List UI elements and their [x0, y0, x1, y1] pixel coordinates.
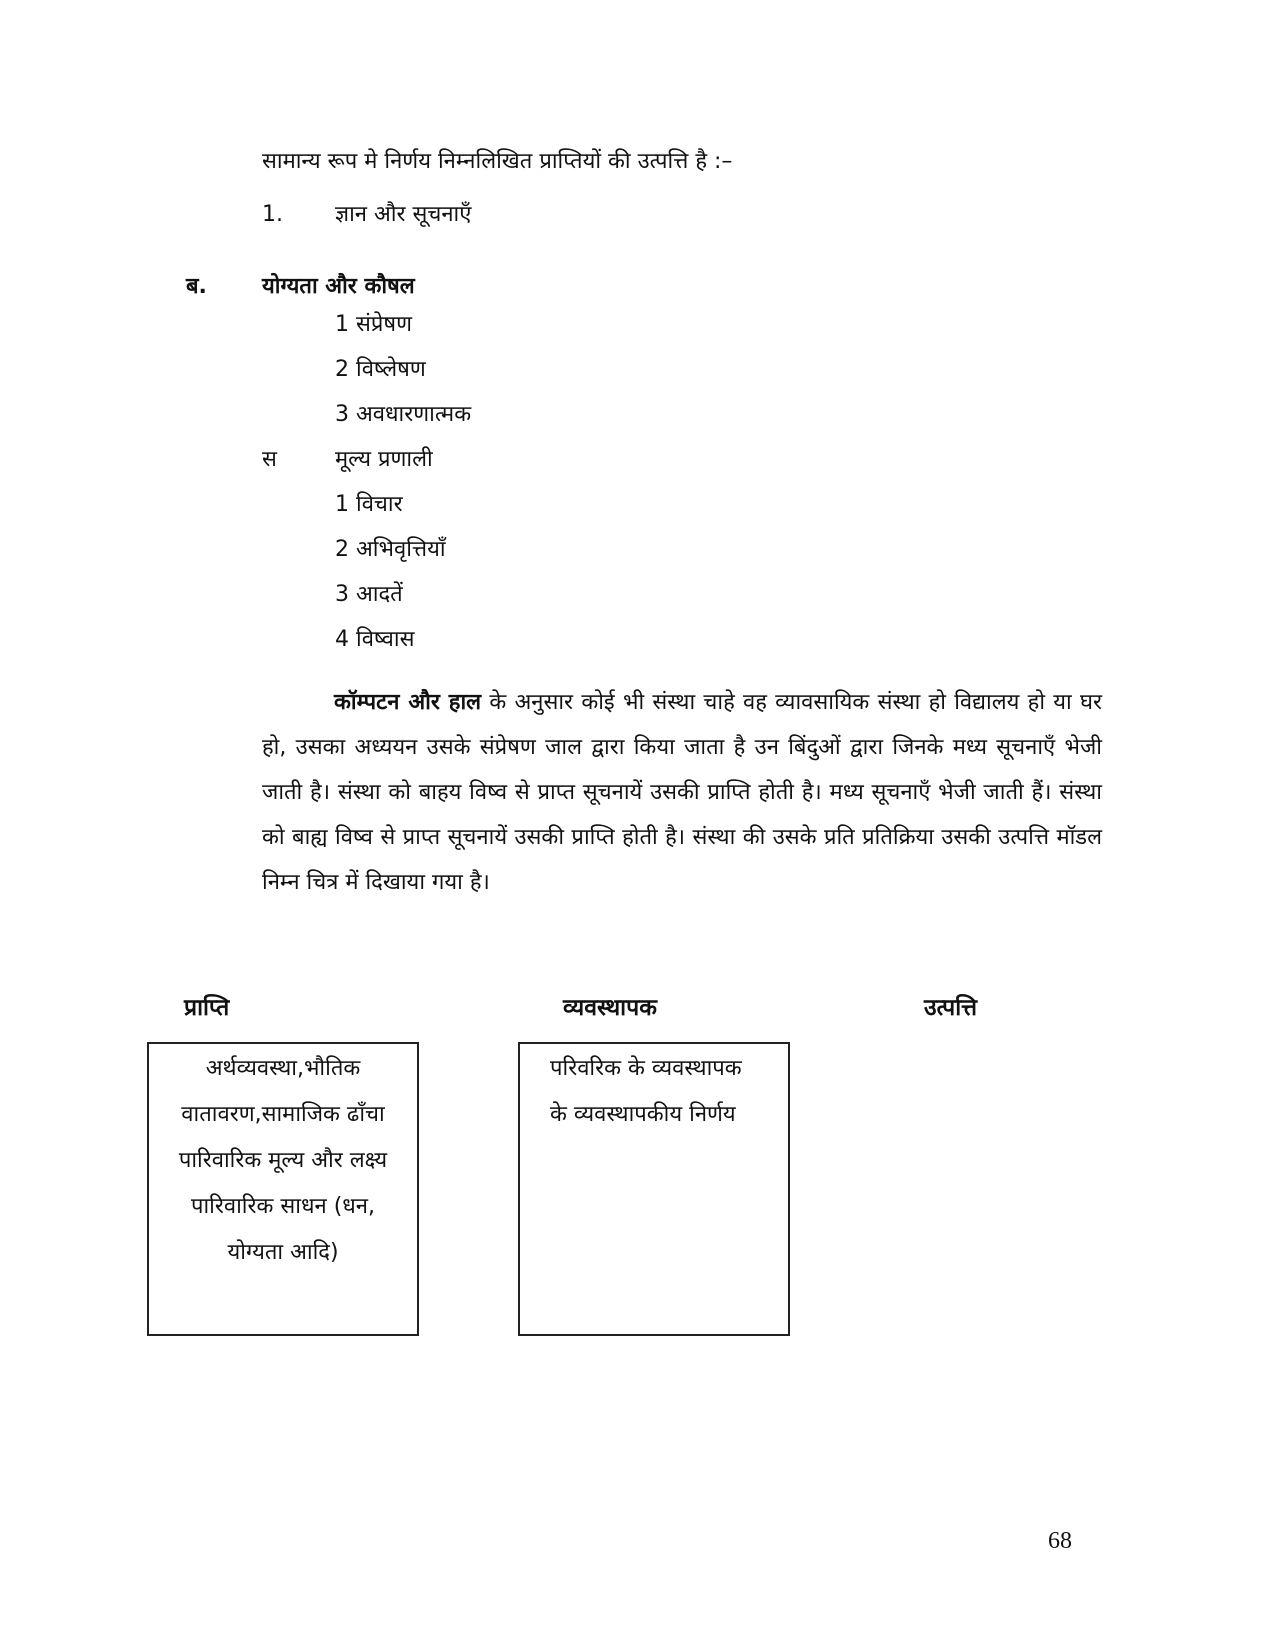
- intro-line: सामान्य रूप मे निर्णय निम्नलिखित प्राप्तियों की उत्पत्ति है :–: [262, 149, 733, 174]
- section-s-marker: स: [262, 447, 277, 472]
- diagram-header-output: उत्पत्ति: [924, 995, 978, 1021]
- section-b-item: 2 विष्लेषण: [335, 357, 426, 382]
- input-box-line: पारिवारिक साधन (धन,: [190, 1194, 376, 1219]
- manager-box-line: के व्यवस्थापकीय निर्णय: [550, 1102, 736, 1127]
- paragraph-body: के अनुसार कोई भी संस्था चाहे वह व्यावसायिक संस्था हो विद्यालय हो या घर हो, उसका अध्ययन उसके संप्रेषण जाल द्वारा किया जाता है उन बिंदुओं द्वारा जिनके मध्य सूचनाएँ भेजी जाती है। संस्था को बाहय विष्व से प्राप्त सूचनायें उसकी प्राप्ति होती है। मध्य सूचनाएँ भेजी जाती हैं। संस्था को बाह्य विष्व से प्राप्त सूचनायें उसकी प्राप्ति होती है। संस्था की उसके प्रति प्रतिक्रिया उसकी उत्पत्ति मॉडल निम्न चित्र में दिखाया गया है।: [262, 690, 1102, 895]
- section-s-item: 2 अभिवृत्तियॉं: [335, 537, 446, 562]
- input-box-line: योग्यता आदि): [227, 1240, 339, 1265]
- input-box-line: अर्थव्यवस्था,भौतिक: [205, 1056, 361, 1081]
- section-s-title: मूल्य प्रणाली: [335, 447, 433, 472]
- section-s-item: 3 आदतें: [335, 582, 403, 607]
- section-b-marker: ब.: [186, 274, 207, 299]
- diagram-header-input: प्राप्ति: [184, 995, 230, 1021]
- section-b-item: 3 अवधारणात्मक: [335, 402, 472, 427]
- diagram-header-manager: व्यवस्थापक: [563, 995, 657, 1021]
- section-s-item: 1 विचार: [335, 492, 403, 517]
- body-paragraph: [262, 680, 1102, 905]
- section-b-item: 1 संप्रेषण: [335, 312, 413, 337]
- manager-box-line: परिवरिक के व्यवस्थापक: [550, 1056, 742, 1081]
- input-box-line: वातावरण,सामाजिक ढॉंचा: [181, 1102, 385, 1127]
- section-b-title: योग्यता और कौषल: [262, 274, 415, 299]
- section-s-item: 4 विष्वास: [335, 627, 415, 652]
- item-1-number: 1.: [262, 202, 283, 227]
- item-1-text: ज्ञान और सूचनाएँ: [335, 202, 472, 227]
- paragraph-lead: कॉम्पटन और हाल: [334, 690, 482, 715]
- input-box-line: पारिवारिक मूल्य और लक्ष्य: [178, 1148, 388, 1173]
- input-box: [147, 1042, 419, 1336]
- page-number: 68: [1048, 1528, 1072, 1554]
- manager-box: [518, 1042, 790, 1336]
